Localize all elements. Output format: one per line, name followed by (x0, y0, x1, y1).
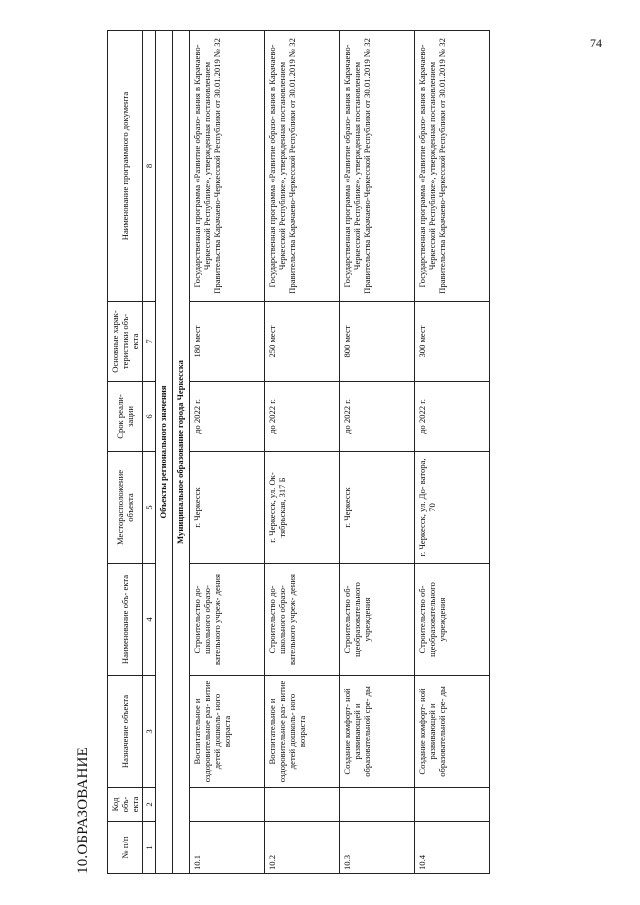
row-code (415, 788, 490, 822)
row-program: Государственная программа «Развитие образо- вания в Карачаево-Черкесской Республике», утвержденная постановлением Правительства Карачаево-Черкесской Республики от 30.01.2019 № 32 (190, 31, 265, 302)
row-object-name: Строительство об- щеобразовательного учреждения (415, 564, 490, 676)
row-purpose: Создание комфорт- ной развивающей и образовательной сре- ды (340, 676, 415, 788)
row-code (190, 788, 265, 822)
row-purpose: Воспитательное и оздоровительное раз- витие детей дошколь- ного возраста (265, 676, 340, 788)
row-number: 10.3 (340, 822, 415, 874)
row-purpose: Создание комфорт- ной развивающей и образовательной сре- ды (415, 676, 490, 788)
header-cell: Назначение объекта (108, 676, 143, 788)
row-characteristics: 300 мест (415, 302, 490, 382)
row-code (340, 788, 415, 822)
header-cell: Месторасположение объекта (108, 452, 143, 564)
row-term: до 2022 г. (415, 382, 490, 452)
row-term: до 2022 г. (340, 382, 415, 452)
row-object-name: Строительство до- школьного образо- вательного учреж- дения (190, 564, 265, 676)
section-band-municipal (173, 31, 190, 874)
column-number: 3 (143, 676, 156, 788)
row-number: 10.1 (190, 822, 265, 874)
row-characteristics: 180 мест (190, 302, 265, 382)
row-location: г. Черкесск (190, 452, 265, 564)
table-row (415, 31, 490, 874)
rotated-page-content (75, 4, 515, 874)
column-number: 6 (143, 382, 156, 452)
header-row (108, 31, 143, 874)
row-program: Государственная программа «Развитие образо- вания в Карачаево-Черкесской Республике», утвержденная постановлением Правительства Карачаево-Черкесской Республики от 30.01.2019 № 32 (340, 31, 415, 302)
section-regional-label: Объекты регионального значения (156, 31, 173, 874)
row-number: 10.4 (415, 822, 490, 874)
row-characteristics: 250 мест (265, 302, 340, 382)
row-purpose: Воспитательное и оздоровительное раз- витие детей дошколь- ного возраста (190, 676, 265, 788)
column-number: 2 (143, 788, 156, 822)
row-code (265, 788, 340, 822)
row-location: г. Черкесск, ул. До- ватора, 70 (415, 452, 490, 564)
row-term: до 2022 г. (190, 382, 265, 452)
row-location: г. Черкесск (340, 452, 415, 564)
row-object-name: Строительство до- школьного образо- вательного учреж- дения (265, 564, 340, 676)
section-heading: 10.ОБРАЗОВАНИЕ (75, 747, 91, 874)
column-number: 5 (143, 452, 156, 564)
table-row (340, 31, 415, 874)
column-number: 7 (143, 302, 156, 382)
table-row (190, 31, 265, 874)
column-number: 1 (143, 822, 156, 874)
row-program: Государственная программа «Развитие образо- вания в Карачаево-Черкесской Республике», утвержденная постановлением Правительства Карачаево-Черкесской Республики от 30.01.2019 № 32 (265, 31, 340, 302)
header-cell: № п/п (108, 822, 143, 874)
column-number: 4 (143, 564, 156, 676)
section-municipal-label: Муниципальное образование города Черкесска (173, 31, 190, 874)
header-cell: Срок реали- зации (108, 382, 143, 452)
row-object-name: Строительство об- щеобразовательного учреждения (340, 564, 415, 676)
header-cell: Код объ- екта (108, 788, 143, 822)
header-cell: Наименование программного документа (108, 31, 143, 302)
row-term: до 2022 г. (265, 382, 340, 452)
row-location: г. Черкесск, ул. Ок- тябрьская, 317 Б (265, 452, 340, 564)
column-number-row (143, 31, 156, 874)
education-objects-table (107, 30, 490, 874)
section-band-regional (156, 31, 173, 874)
column-number: 8 (143, 31, 156, 302)
header-cell: Наименование объ- екта (108, 564, 143, 676)
row-characteristics: 800 мест (340, 302, 415, 382)
page-number: 74 (590, 36, 602, 50)
row-program: Государственная программа «Развитие образо- вания в Карачаево-Черкесской Республике», утвержденная постановлением Правительства Карачаево-Черкесской Республики от 30.01.2019 № 32 (415, 31, 490, 302)
table-row (265, 31, 340, 874)
row-number: 10.2 (265, 822, 340, 874)
header-cell: Основные харак- теристики объ- екта (108, 302, 143, 382)
